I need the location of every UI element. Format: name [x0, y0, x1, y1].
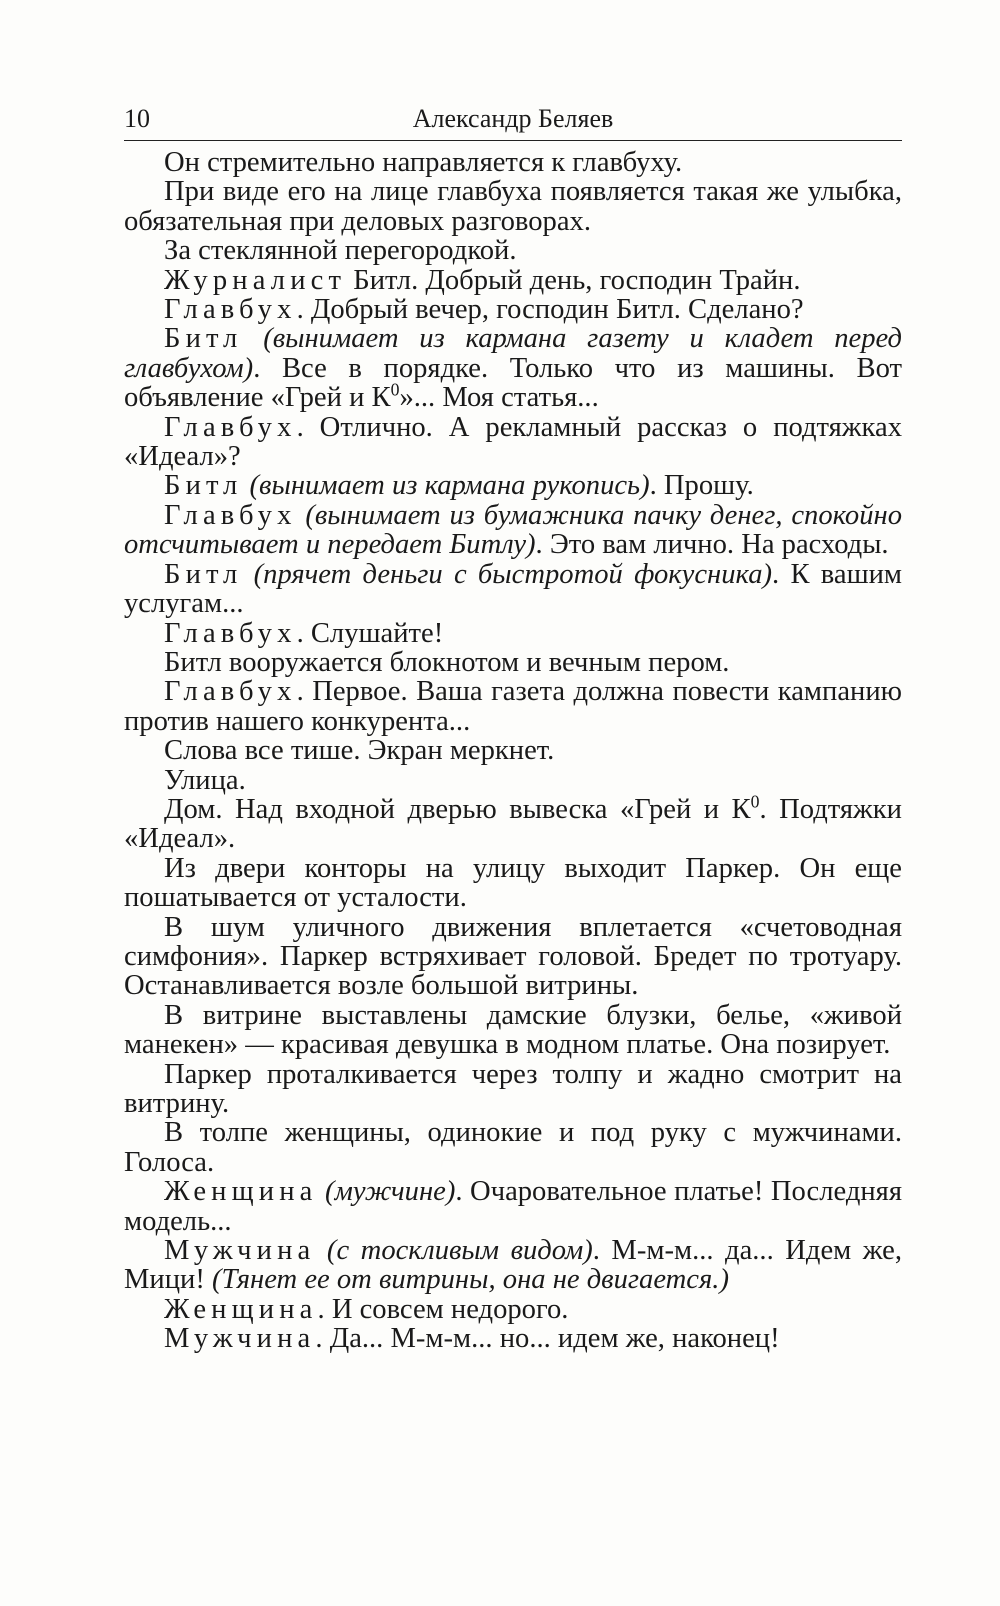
paragraph-p4 — [124, 266, 902, 295]
paragraph-p24 — [124, 1295, 902, 1324]
paragraph-p12 — [124, 648, 902, 677]
text-run: . Слушайте! — [296, 617, 444, 649]
paragraph-p9 — [124, 501, 902, 560]
paragraph-p19 — [124, 1001, 902, 1060]
text-run: . Это вам лично. На расходы. — [535, 529, 889, 561]
paragraph-p17 — [124, 854, 902, 913]
text-run: . Все в порядке. Только что из машины. Вот объявление «Грей и К — [124, 352, 902, 414]
speaker-name: Главбух — [164, 676, 297, 708]
paragraph-p23 — [124, 1236, 902, 1295]
paragraph-p18 — [124, 913, 902, 1001]
text-run: . Да... М-м-м... но... идем же, наконец! — [315, 1323, 780, 1355]
text-run: »... Моя статья... — [399, 382, 599, 414]
text-run: . И совсем недорого. — [317, 1293, 569, 1325]
stage-direction: (Тянет ее от витрины, она не двигается.) — [212, 1264, 729, 1296]
paragraph-p11 — [124, 619, 902, 648]
stage-direction: (вынимает из кармана рукопись) — [249, 470, 650, 502]
speaker-name: Журналист — [164, 264, 347, 296]
paragraph-p21 — [124, 1118, 902, 1177]
speaker-name: Битл — [164, 470, 243, 502]
text-run — [242, 323, 263, 354]
text-run: . Очаровательное платье! Последняя модель... — [124, 1176, 902, 1237]
page-body — [124, 148, 902, 1354]
text-run: . М-м-м... да... Идем же, Мици! — [124, 1235, 902, 1296]
text-run — [242, 470, 249, 501]
stage-direction: (вынимает из кармана газету и кладет перед главбухом) — [124, 323, 902, 384]
paragraph-p5 — [124, 295, 902, 324]
text-run: Он стремительно направляется к главбуху. — [164, 147, 683, 178]
paragraph-p16 — [124, 791, 902, 855]
paragraph-p7 — [124, 413, 902, 472]
text-run — [315, 1235, 327, 1266]
text-run: . Добрый вечер, господин Битл. Сделано? — [296, 294, 804, 326]
text-run: . Прошу. — [649, 470, 754, 502]
stage-direction: (мужчине) — [325, 1176, 456, 1208]
superscript: 0 — [390, 379, 400, 400]
text-run: В толпе женщины, одинокие и под руку с мужчинами. Голоса. — [124, 1117, 902, 1178]
speaker-name: Главбух — [164, 411, 297, 443]
text-run: В витрине выставлены дамские блузки, белье, «живой манекен» — красивая девушка в модном платье. Она позирует. — [124, 999, 902, 1061]
paragraph-p3 — [124, 236, 902, 265]
speaker-name: Мужчина — [164, 1235, 316, 1267]
text-run — [242, 559, 253, 590]
paragraph-p2 — [124, 177, 902, 236]
page-header — [124, 100, 902, 141]
paragraph-p13 — [124, 677, 902, 736]
running-title: Александр Беляев — [412, 104, 614, 133]
text-run — [318, 1176, 326, 1207]
paragraph-p1 — [124, 148, 902, 177]
speaker-name: Главбух — [164, 617, 297, 649]
paragraph-p25 — [124, 1324, 902, 1353]
paragraph-p20 — [124, 1060, 902, 1119]
superscript: 0 — [750, 791, 760, 812]
text-run: Битл. Добрый день, господин Трайн. — [346, 264, 801, 296]
text-run: Из двери конторы на улицу выходит Паркер. Он еще пошатывается от усталости. — [124, 852, 902, 914]
speaker-name: Женщина — [164, 1176, 318, 1208]
text-run: . Подтяжки «Идеал». — [124, 793, 902, 855]
paragraph-p15 — [124, 766, 902, 795]
stage-direction: (с тоскливым видом) — [326, 1235, 593, 1267]
text-run: . Отлично. А рекламный рассказ о подтяжках «Идеал»? — [124, 411, 902, 473]
paragraph-p6 — [124, 324, 902, 412]
text-run: . Первое. Ваша газета должна повести кампанию против нашего конкурента... — [124, 676, 902, 737]
stage-direction: (вынимает из бумажника пачку денег, спокойно отсчитывает и передает Битлу) — [124, 499, 902, 561]
speaker-name: Главбух — [164, 499, 297, 531]
speaker-name: Битл — [164, 558, 243, 590]
speaker-name: Битл — [164, 323, 243, 355]
speaker-name: Женщина — [164, 1293, 318, 1325]
text-run: . К вашим услугам... — [124, 558, 902, 620]
paragraph-p10 — [124, 560, 902, 619]
text-run: Паркер проталкивается через толпу и жадно смотрит на витрину. — [124, 1058, 902, 1119]
text-run: Слова все тише. Экран меркнет. — [164, 735, 555, 767]
stage-direction: (прячет деньги с быстротой фокусника) — [253, 558, 773, 590]
text-run: За стеклянной перегородкой. — [164, 235, 517, 267]
text-run: Улица. — [164, 764, 246, 796]
text-run: При виде его на лице главбуха появляется такая же улыбка, обязательная при деловых разговорах. — [124, 176, 902, 237]
paragraph-p22 — [124, 1177, 902, 1236]
paragraph-p14 — [124, 736, 902, 765]
speaker-name: Главбух — [164, 294, 297, 326]
text-run: Дом. Над входной дверью вывеска «Грей и К — [164, 793, 751, 825]
page-number: 10 — [124, 104, 150, 133]
text-run: В шум уличного движения вплетается «счетоводная симфония». Паркер встряхивает головой. Бредет по тротуару. Останавливается возле большой витрины. — [124, 911, 902, 1002]
text-run: Битл вооружается блокнотом и вечным пером. — [164, 646, 730, 678]
speaker-name: Мужчина — [164, 1323, 316, 1355]
paragraph-p8 — [124, 471, 902, 500]
